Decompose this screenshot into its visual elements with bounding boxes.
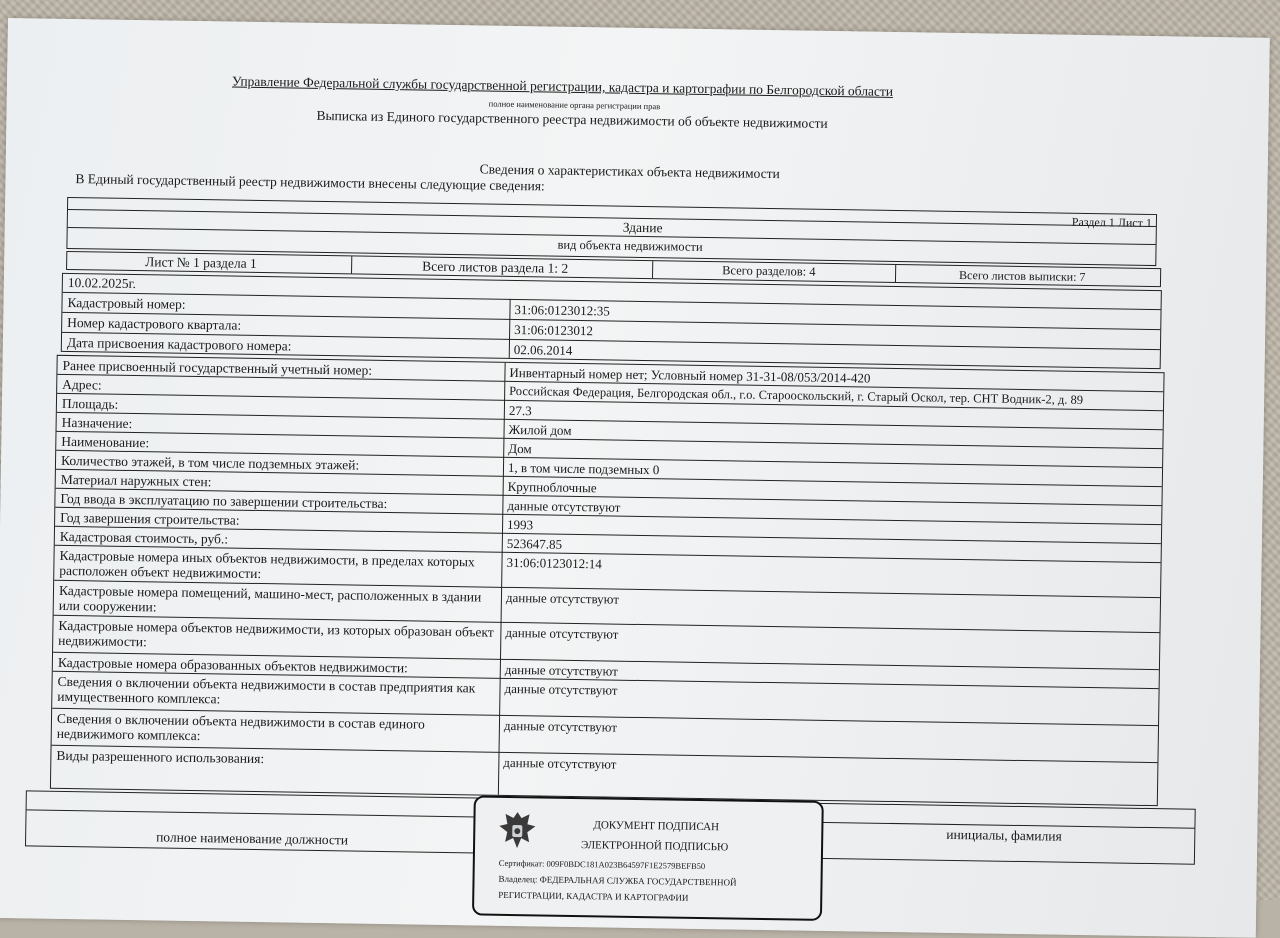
field-label: Виды разрешенного использования: — [56, 747, 265, 767]
field-label: Кадастровая стоимость, руб.: — [59, 528, 229, 547]
cadastral-table — [61, 273, 1162, 369]
field-value: 31:06:0123012 — [514, 321, 594, 339]
name-caption: инициалы, фамилия — [946, 826, 1062, 844]
field-label: Кадастровые номера образованных объектов недвижимости: — [57, 654, 408, 676]
field-value: данные отсутствуют — [503, 717, 618, 735]
field-label: Ранее присвоенный государственный учетный номер: — [62, 357, 373, 378]
stamp-owner-2: РЕГИСТРАЦИИ, КАДАСТРА И КАРТОГРАФИИ — [498, 889, 689, 903]
field-value: 02.06.2014 — [513, 341, 573, 358]
field-label: Год ввода в эксплуатацию по завершении строительства: — [60, 490, 388, 512]
organization-caption: полное наименование органа регистрации прав — [488, 98, 661, 112]
field-value: 27.3 — [508, 402, 532, 419]
electronic-signature-stamp — [472, 795, 824, 920]
field-value: данные отсутствуют — [503, 754, 617, 772]
stamp-line-1: ДОКУМЕНТ ПОДПИСАН — [593, 819, 720, 834]
field-value: 1, в том числе подземных 0 — [507, 459, 660, 478]
intro-text: В Единый государственный реестр недвижимости внесены следующие сведения: — [75, 171, 545, 194]
field-value: данные отсутствуют — [505, 624, 619, 642]
field-value: Крупноблочные — [507, 478, 597, 496]
total-sheets: Всего листов выписки: 7 — [958, 267, 1086, 284]
field-value: Жилой дом — [508, 421, 572, 438]
section-title: Сведения о характеристиках объекта недвижимости — [479, 161, 780, 182]
field-value: данные отсутствуют — [504, 661, 618, 679]
field-label: Назначение: — [61, 414, 133, 432]
position-caption: полное наименование должности — [156, 829, 349, 848]
field-label: Наименование: — [61, 433, 150, 451]
field-label: Материал наружных стен: — [60, 471, 212, 490]
stamp-certificate: Сертификат: 009F0BDC181A023B64597F1E2579BEFB50 — [498, 857, 706, 872]
field-label: Количество этажей, в том числе подземных этажей: — [60, 452, 360, 473]
extract-title: Выписка из Единого государственного реестра недвижимости об объекте недвижимости — [316, 107, 828, 131]
stamp-line-2: ЭЛЕКТРОННОЙ ПОДПИСЬЮ — [580, 839, 729, 854]
field-label: Адрес: — [62, 376, 102, 393]
total-sections: Всего разделов: 4 — [722, 263, 816, 279]
field-value: данные отсутствуют — [504, 680, 618, 698]
field-label: Кадастровые номера иных объектов недвижимости, в пределах которых расположен объект недвижимости: — [59, 547, 475, 582]
field-value: 31:06:0123012:14 — [506, 554, 602, 572]
field-label: Кадастровый номер: — [67, 294, 186, 312]
sheet-number: Лист № 1 раздела 1 — [145, 254, 257, 271]
organization-name: Управление Федеральной службы государственной регистрации, кадастра и картографии по Белгородской области — [231, 73, 894, 99]
eagle-emblem-icon — [497, 808, 538, 853]
field-value: данные отсутствуют — [505, 589, 620, 607]
field-label: Номер кадастрового квартала: — [67, 314, 242, 333]
stamp-owner-1: Владелец: ФЕДЕРАЛЬНАЯ СЛУЖБА ГОСУДАРСТВЕННОЙ — [498, 873, 737, 888]
field-value: 523647.85 — [506, 535, 563, 552]
details-table — [50, 355, 1165, 806]
field-value: данные отсутствуют — [507, 497, 621, 515]
field-label: Сведения о включении объекта недвижимости в состав предприятия как имущественного комплекса: — [57, 673, 476, 707]
field-label: Кадастровые номера объектов недвижимости, из которых образован объект недвижимости: — [58, 617, 494, 650]
object-type-caption: вид объекта недвижимости — [557, 237, 703, 254]
field-label: Сведения о включении объекта недвижимости в состав единого недвижимого комплекса: — [56, 710, 425, 744]
field-value: Дом — [508, 440, 532, 457]
sheets-in-section: Всего листов раздела 1: 2 — [422, 258, 569, 276]
document-page — [0, 18, 1270, 938]
field-label: Кадастровые номера помещений, машино-мест, расположенных в здании или сооружении: — [58, 582, 482, 615]
field-value: Российская Федерация, Белгородская обл., г.о. Старооскольский, г. Старый Оскол, тер. СНТ Водник-2, д. 89 — [509, 383, 1084, 407]
field-value: 31:06:0123012:35 — [514, 301, 610, 319]
field-label: Дата присвоения кадастрового номера: — [66, 334, 292, 354]
extract-date: 10.02.2025г. — [67, 274, 137, 292]
field-value: Инвентарный номер нет; Условный номер 31-31-08/053/2014-420 — [509, 364, 871, 386]
field-label: Год завершения строительства: — [60, 509, 240, 528]
field-value: 1993 — [506, 516, 534, 533]
object-type: Здание — [622, 219, 663, 236]
section-sheet-label: Раздел 1 Лист 1 — [1071, 214, 1153, 230]
field-label: Площадь: — [61, 395, 119, 412]
